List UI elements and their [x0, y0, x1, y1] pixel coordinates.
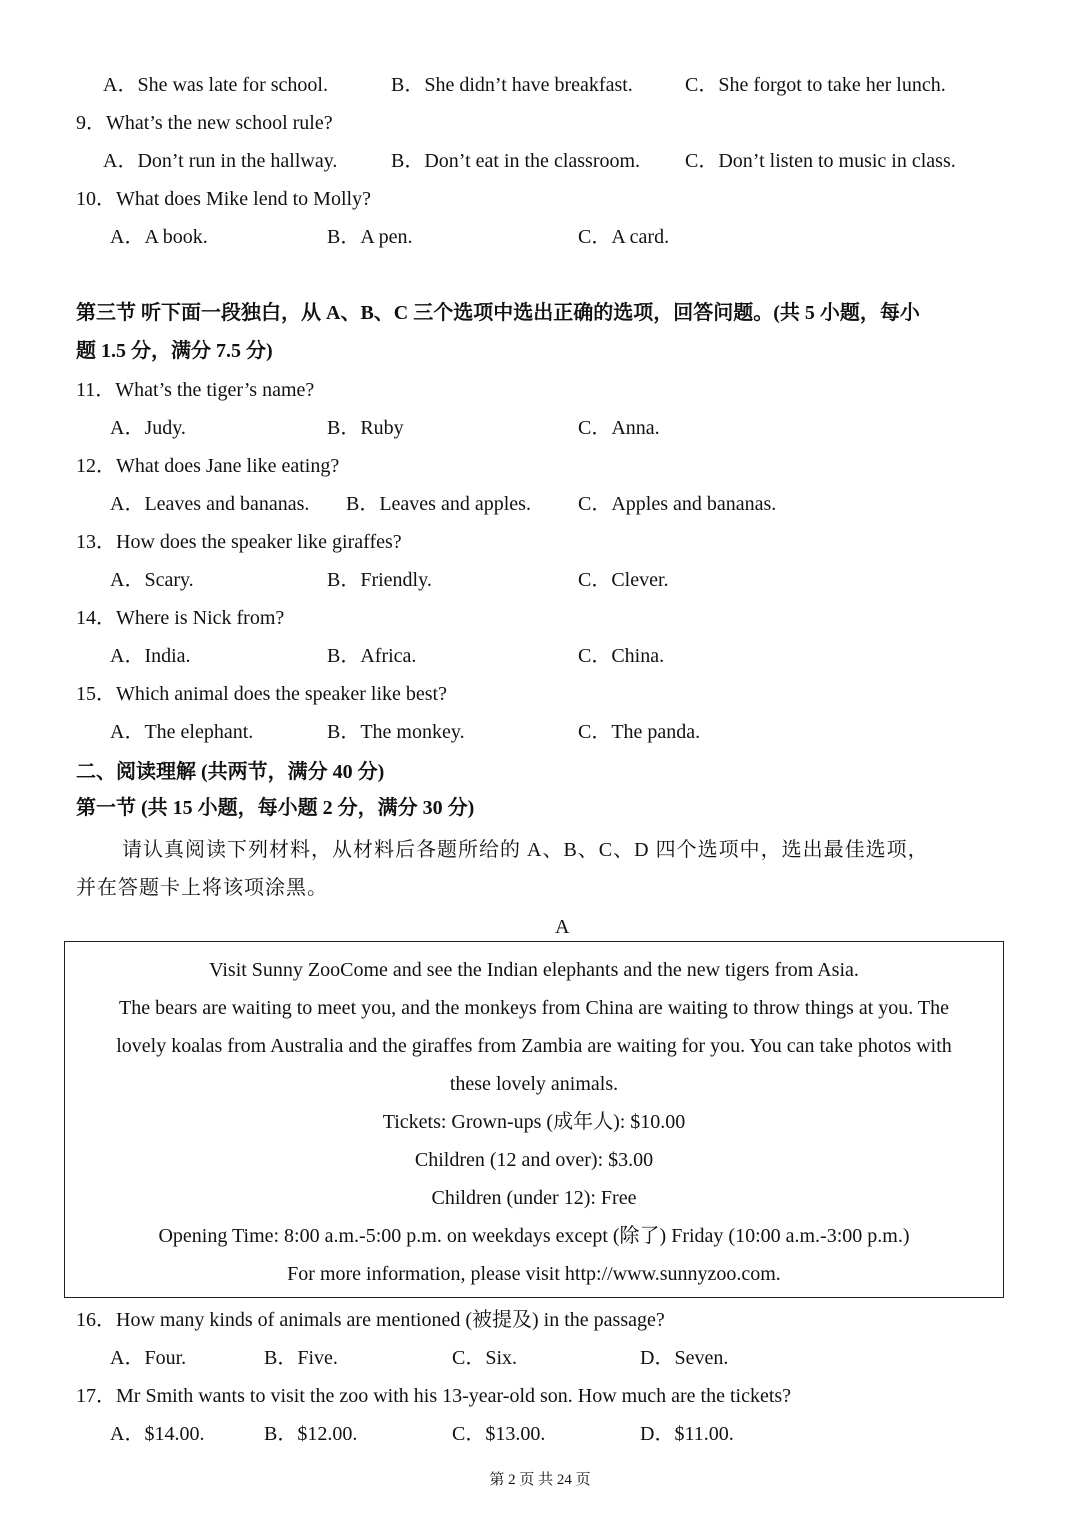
q10-option-b: B．A pen. [327, 226, 413, 248]
q9-option-c: C．Don’t listen to music in class. [685, 150, 956, 172]
q17-option-d: D．$11.00. [640, 1423, 734, 1445]
part2-instruction-line2: 并在答题卡上将该项涂黑。 [76, 877, 328, 899]
passage-tickets-grownups: Tickets: Grown-ups (成年人): $10.00 [382, 1111, 686, 1133]
q15-option-c: C．The panda. [578, 721, 701, 743]
section3-heading-line1: 第三节 听下面一段独白，从 A、B、C 三个选项中选出正确的选项，回答问题。(共 5 小题，每小 [76, 302, 920, 324]
q15-option-a: A．The elephant. [110, 721, 254, 743]
q17-question: 17．Mr Smith wants to visit the zoo with his 13-year-old son. How much are the tickets? [76, 1385, 792, 1407]
q13-option-b: B．Friendly. [327, 569, 432, 591]
q16-option-d: D．Seven. [640, 1347, 729, 1369]
passage-label: A [555, 916, 570, 938]
part2-section1-heading: 第一节 (共 15 小题，每小题 2 分，满分 30 分) [76, 797, 475, 819]
q10-option-c: C．A card. [578, 226, 670, 248]
q12-option-b: B．Leaves and apples. [346, 493, 531, 515]
q8-option-b: B．She didn’t have breakfast. [391, 74, 633, 96]
q8-option-c: C．She forgot to take her lunch. [685, 74, 946, 96]
q13-question: 13．How does the speaker like giraffes? [76, 531, 402, 553]
q11-option-c: C．Anna. [578, 417, 660, 439]
part2-title: 二、阅读理解 (共两节，满分 40 分) [76, 761, 385, 783]
q17-option-c: C．$13.00. [452, 1423, 546, 1445]
q16-option-c: C．Six. [452, 1347, 518, 1369]
part2-instruction-line1: 请认真阅读下列材料，从材料后各题所给的 A、B、C、D 四个选项中，选出最佳选项， [122, 839, 929, 861]
q14-option-c: C．China. [578, 645, 665, 667]
q17-option-b: B．$12.00. [264, 1423, 358, 1445]
section3-heading-line2: 题 1.5 分，满分 7.5 分) [76, 340, 273, 362]
passage-more-info: For more information, please visit http://www.sunnyzoo.com. [287, 1263, 781, 1285]
q16-question: 16．How many kinds of animals are mentioned (被提及) in the passage? [76, 1309, 665, 1331]
q9-option-a: A．Don’t run in the hallway. [103, 150, 338, 172]
q13-option-c: C．Clever. [578, 569, 669, 591]
q17-option-a: A．$14.00. [110, 1423, 205, 1445]
q16-option-b: B．Five. [264, 1347, 338, 1369]
q14-option-a: A．India. [110, 645, 191, 667]
q11-option-a: A．Judy. [110, 417, 186, 439]
page-number-footer: 第 2 页 共 24 页 [489, 1472, 591, 1488]
q14-question: 14．Where is Nick from? [76, 607, 285, 629]
q15-question: 15．Which animal does the speaker like best? [76, 683, 447, 705]
q9-question: 9．What’s the new school rule? [76, 112, 333, 134]
q12-option-a: A．Leaves and bananas. [110, 493, 310, 515]
passage-line-2: The bears are waiting to meet you, and the monkeys from China are waiting to throw things at you. The [119, 997, 949, 1019]
q11-option-b: B．Ruby [327, 417, 404, 439]
q14-option-b: B．Africa. [327, 645, 417, 667]
q9-option-b: B．Don’t eat in the classroom. [391, 150, 641, 172]
q16-option-a: A．Four. [110, 1347, 187, 1369]
passage-line-1: Visit Sunny ZooCome and see the Indian elephants and the new tigers from Asia. [209, 959, 859, 981]
q10-question: 10．What does Mike lend to Molly? [76, 188, 371, 210]
passage-tickets-children-under-12: Children (under 12): Free [431, 1187, 637, 1209]
passage-line-3: lovely koalas from Australia and the giraffes from Zambia are waiting for you. You can take photos with [116, 1035, 952, 1057]
q11-question: 11．What’s the tiger’s name? [76, 379, 315, 401]
passage-tickets-children-over-12: Children (12 and over): $3.00 [414, 1149, 654, 1171]
q12-option-c: C．Apples and bananas. [578, 493, 777, 515]
q12-question: 12．What does Jane like eating? [76, 455, 340, 477]
q15-option-b: B．The monkey. [327, 721, 465, 743]
q8-option-a: A．She was late for school. [103, 74, 328, 96]
q10-option-a: A．A book. [110, 226, 208, 248]
q13-option-a: A．Scary. [110, 569, 194, 591]
passage-opening-time: Opening Time: 8:00 a.m.-5:00 p.m. on weekdays except (除了) Friday (10:00 a.m.-3:00 p.m.) [158, 1225, 910, 1247]
passage-line-4: these lovely animals. [449, 1073, 619, 1095]
